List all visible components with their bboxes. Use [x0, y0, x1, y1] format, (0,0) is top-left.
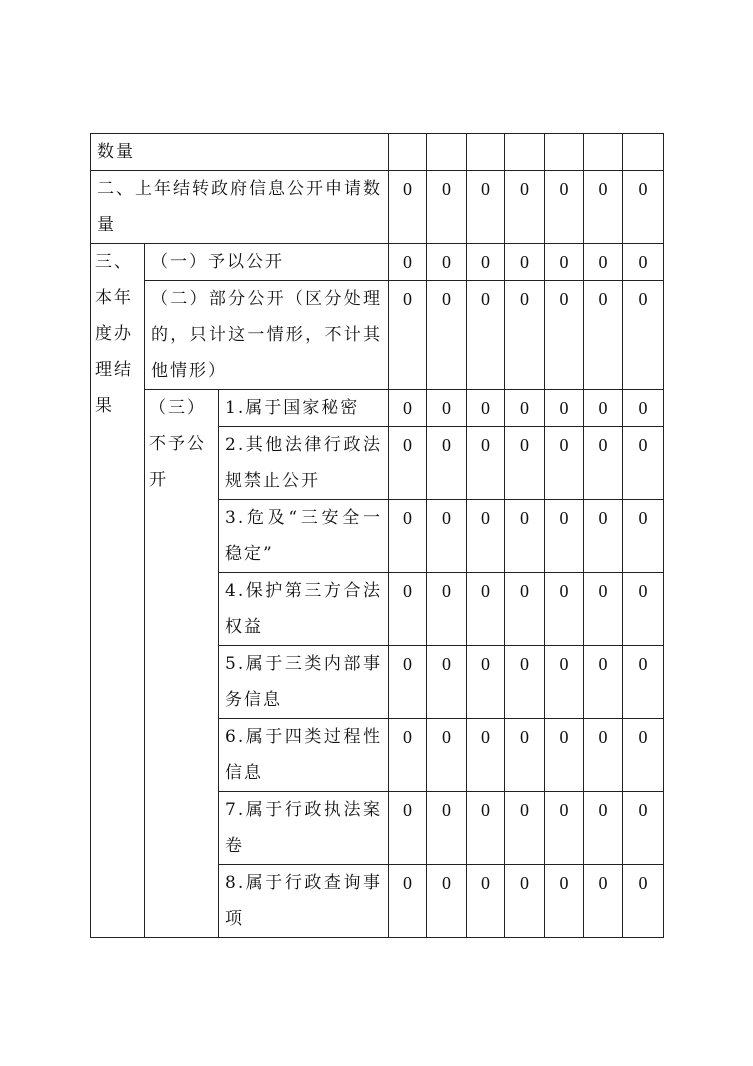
table-row — [91, 390, 664, 427]
value-cell: 0 — [584, 281, 623, 390]
row-label: 1.属于国家秘密 — [219, 390, 389, 427]
value-cell: 0 — [545, 281, 584, 390]
value-cell: 0 — [505, 427, 545, 500]
value-cell: 0 — [467, 244, 505, 281]
value-cell: 0 — [427, 390, 467, 427]
empty-cell — [623, 134, 664, 171]
section-label: 三、本年度办理结果 — [91, 244, 145, 938]
empty-cell — [505, 134, 545, 171]
empty-cell — [427, 134, 467, 171]
value-cell: 0 — [623, 573, 664, 646]
value-cell: 0 — [389, 281, 427, 390]
value-cell: 0 — [584, 719, 623, 792]
value-cell: 0 — [427, 792, 467, 865]
value-cell: 0 — [623, 865, 664, 938]
value-cell: 0 — [545, 171, 584, 244]
value-cell: 0 — [545, 865, 584, 938]
row-label: （二）部分公开（区分处理的，只计这一情形，不计其他情形） — [145, 281, 389, 390]
value-cell: 0 — [545, 646, 584, 719]
value-cell: 0 — [467, 390, 505, 427]
value-cell: 0 — [545, 500, 584, 573]
value-cell: 0 — [467, 171, 505, 244]
row-label: 6.属于四类过程性信息 — [219, 719, 389, 792]
value-cell: 0 — [584, 792, 623, 865]
value-cell: 0 — [427, 281, 467, 390]
value-cell: 0 — [467, 573, 505, 646]
value-cell: 0 — [389, 390, 427, 427]
table-row — [91, 244, 664, 281]
value-cell: 0 — [427, 500, 467, 573]
value-cell: 0 — [584, 573, 623, 646]
value-cell: 0 — [545, 573, 584, 646]
value-cell: 0 — [427, 646, 467, 719]
value-cell: 0 — [505, 244, 545, 281]
table-row — [91, 134, 664, 171]
value-cell: 0 — [623, 427, 664, 500]
value-cell: 0 — [623, 719, 664, 792]
value-cell: 0 — [584, 500, 623, 573]
value-cell: 0 — [389, 646, 427, 719]
empty-cell — [467, 134, 505, 171]
value-cell: 0 — [467, 646, 505, 719]
table-row — [91, 171, 664, 244]
value-cell: 0 — [623, 281, 664, 390]
value-cell: 0 — [427, 171, 467, 244]
value-cell: 0 — [505, 646, 545, 719]
value-cell: 0 — [427, 427, 467, 500]
value-cell: 0 — [545, 792, 584, 865]
value-cell: 0 — [467, 865, 505, 938]
value-cell: 0 — [505, 573, 545, 646]
value-cell: 0 — [623, 646, 664, 719]
row-label: 8.属于行政查询事项 — [219, 865, 389, 938]
value-cell: 0 — [427, 573, 467, 646]
value-cell: 0 — [623, 171, 664, 244]
empty-cell — [584, 134, 623, 171]
value-cell: 0 — [505, 390, 545, 427]
value-cell: 0 — [584, 390, 623, 427]
value-cell: 0 — [623, 390, 664, 427]
value-cell: 0 — [389, 792, 427, 865]
value-cell: 0 — [584, 171, 623, 244]
value-cell: 0 — [467, 500, 505, 573]
value-cell: 0 — [389, 573, 427, 646]
empty-cell — [545, 134, 584, 171]
value-cell: 0 — [505, 792, 545, 865]
value-cell: 0 — [545, 427, 584, 500]
row-label: 5.属于三类内部事务信息 — [219, 646, 389, 719]
row-label: 二、上年结转政府信息公开申请数量 — [91, 171, 389, 244]
row-label: 7.属于行政执法案卷 — [219, 792, 389, 865]
value-cell: 0 — [467, 792, 505, 865]
value-cell: 0 — [623, 500, 664, 573]
value-cell: 0 — [584, 865, 623, 938]
value-cell: 0 — [389, 244, 427, 281]
row-label: （一）予以公开 — [145, 244, 389, 281]
value-cell: 0 — [389, 719, 427, 792]
value-cell: 0 — [584, 646, 623, 719]
value-cell: 0 — [505, 500, 545, 573]
empty-cell — [389, 134, 427, 171]
value-cell: 0 — [584, 244, 623, 281]
value-cell: 0 — [467, 719, 505, 792]
value-cell: 0 — [623, 244, 664, 281]
value-cell: 0 — [505, 171, 545, 244]
row-label: 2.其他法律行政法规禁止公开 — [219, 427, 389, 500]
value-cell: 0 — [389, 865, 427, 938]
value-cell: 0 — [467, 281, 505, 390]
row-label: 数量 — [91, 134, 389, 171]
value-cell: 0 — [623, 792, 664, 865]
value-cell: 0 — [545, 719, 584, 792]
value-cell: 0 — [545, 244, 584, 281]
value-cell: 0 — [389, 171, 427, 244]
value-cell: 0 — [505, 281, 545, 390]
disclosure-stats-table — [90, 133, 664, 938]
value-cell: 0 — [545, 390, 584, 427]
row-label: 3.危及“三安全一稳定” — [219, 500, 389, 573]
table-row — [91, 281, 664, 390]
value-cell: 0 — [505, 719, 545, 792]
value-cell: 0 — [584, 427, 623, 500]
value-cell: 0 — [467, 427, 505, 500]
value-cell: 0 — [389, 500, 427, 573]
value-cell: 0 — [427, 865, 467, 938]
value-cell: 0 — [389, 427, 427, 500]
value-cell: 0 — [427, 719, 467, 792]
value-cell: 0 — [505, 865, 545, 938]
value-cell: 0 — [427, 244, 467, 281]
row-label: 4.保护第三方合法权益 — [219, 573, 389, 646]
subcategory-label: （三）不予公开 — [145, 390, 219, 938]
